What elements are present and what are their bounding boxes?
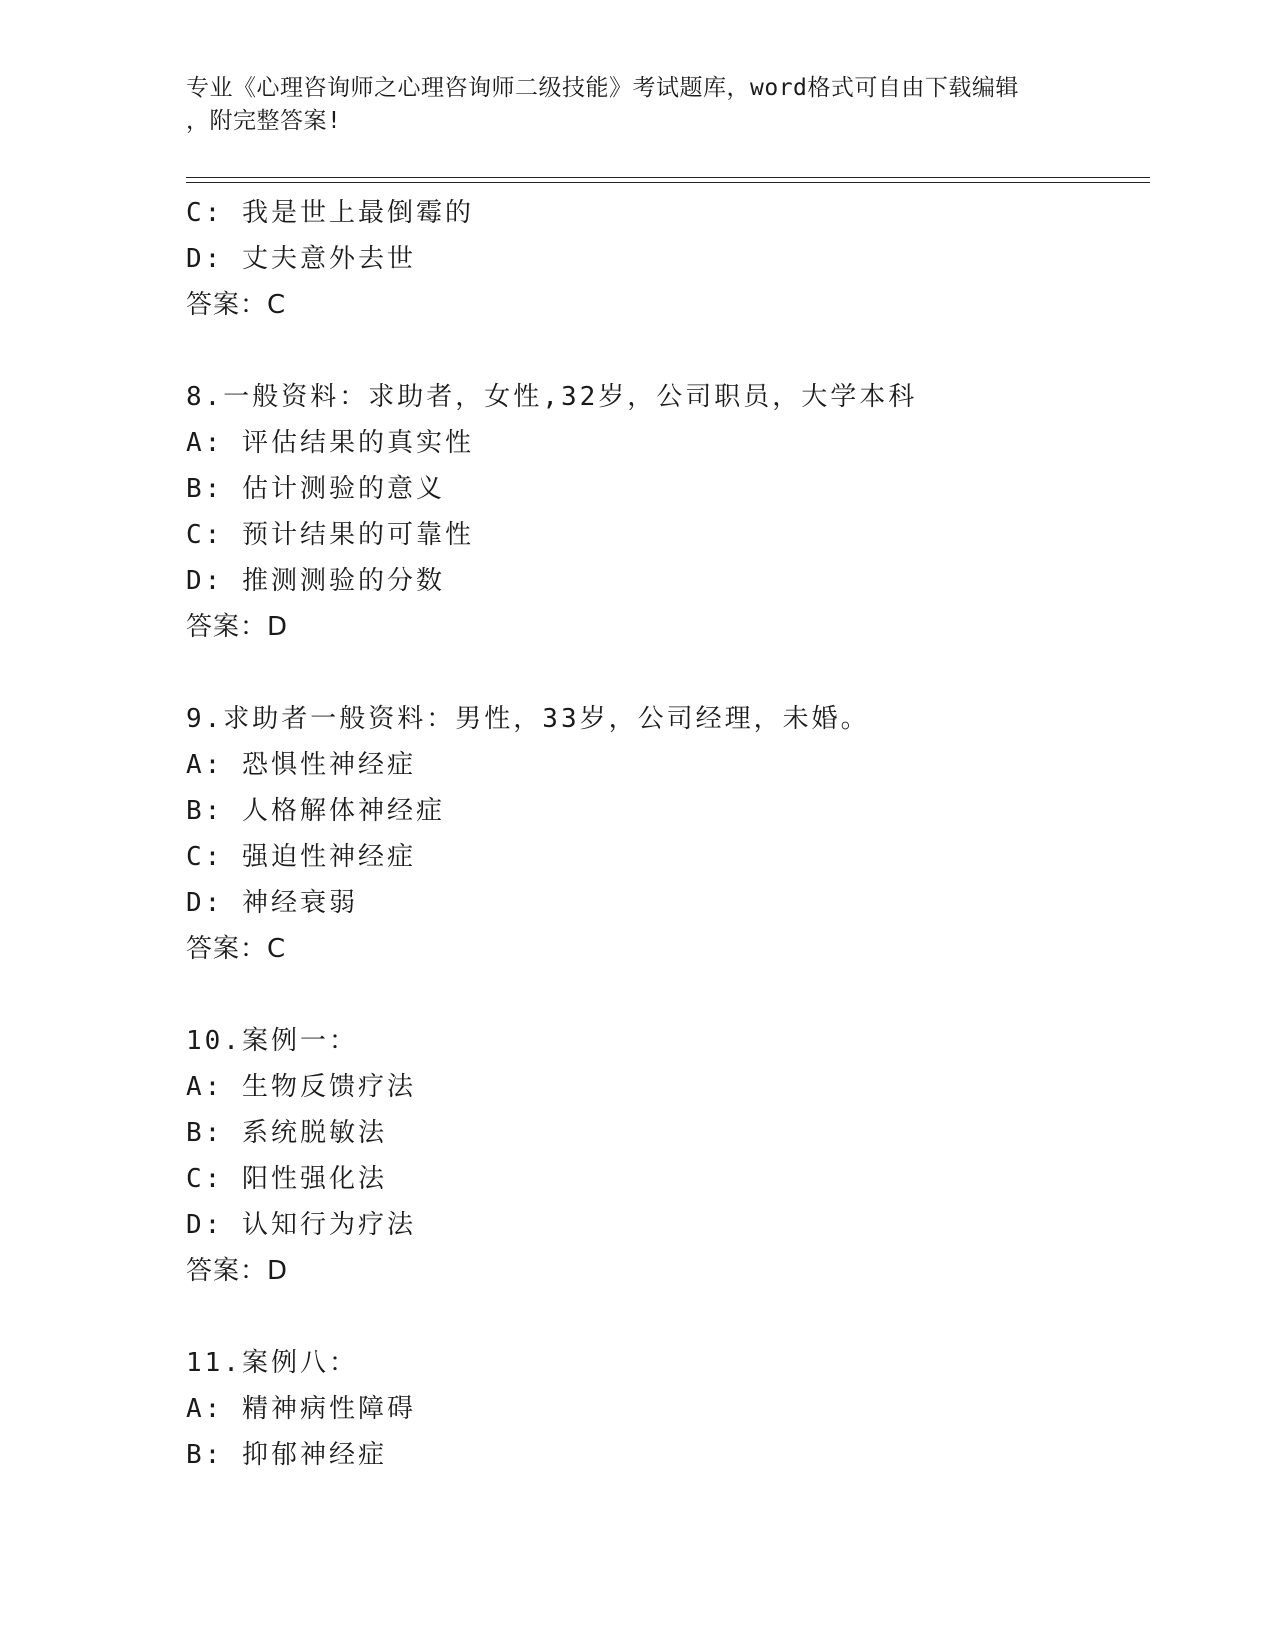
option-d: D: 丈夫意外去世 <box>186 244 416 274</box>
option-a: A: 精神病性障碍 <box>186 1394 416 1424</box>
page-header <box>186 72 1086 138</box>
question-stem: 11.案例八： <box>186 1348 358 1378</box>
spacer <box>186 972 1146 1018</box>
question-8 <box>186 374 1146 650</box>
answer-line: 答案：C <box>186 934 287 964</box>
header-rule-bottom <box>186 182 1150 183</box>
option-c: C: 预计结果的可靠性 <box>186 520 474 550</box>
option-c: C: 阳性强化法 <box>186 1164 387 1194</box>
option-b: B: 估计测验的意义 <box>186 474 445 504</box>
option-d: D: 神经衰弱 <box>186 888 358 918</box>
question-7-fragment <box>186 190 1146 328</box>
spacer <box>186 650 1146 696</box>
option-a: A: 生物反馈疗法 <box>186 1072 416 1102</box>
option-c: C: 强迫性神经症 <box>186 842 416 872</box>
header-line-1: 专业《心理咨询师之心理咨询师二级技能》考试题库，word格式可自由下载编辑 <box>186 75 1019 101</box>
spacer <box>186 328 1146 374</box>
option-b: B: 系统脱敏法 <box>186 1118 387 1148</box>
header-line-2: ，附完整答案! <box>186 108 342 134</box>
question-list <box>186 190 1146 1478</box>
option-b: B: 人格解体神经症 <box>186 796 445 826</box>
option-c: C: 我是世上最倒霉的 <box>186 198 474 228</box>
answer-line: 答案：D <box>186 612 289 642</box>
spacer <box>186 1294 1146 1340</box>
question-10 <box>186 1018 1146 1294</box>
question-9 <box>186 696 1146 972</box>
option-d: D: 认知行为疗法 <box>186 1210 416 1240</box>
option-a: A: 恐惧性神经症 <box>186 750 416 780</box>
question-11 <box>186 1340 1146 1478</box>
option-b: B: 抑郁神经症 <box>186 1440 387 1470</box>
option-a: A: 评估结果的真实性 <box>186 428 474 458</box>
question-stem: 8.一般资料：求助者，女性,32岁，公司职员，大学本科 <box>186 382 918 412</box>
header-rule-top <box>186 177 1150 178</box>
answer-line: 答案：C <box>186 290 287 320</box>
option-d: D: 推测测验的分数 <box>186 566 445 596</box>
answer-line: 答案：D <box>186 1256 289 1286</box>
question-stem: 10.案例一： <box>186 1026 358 1056</box>
question-stem: 9.求助者一般资料：男性，33岁，公司经理，未婚。 <box>186 704 870 734</box>
